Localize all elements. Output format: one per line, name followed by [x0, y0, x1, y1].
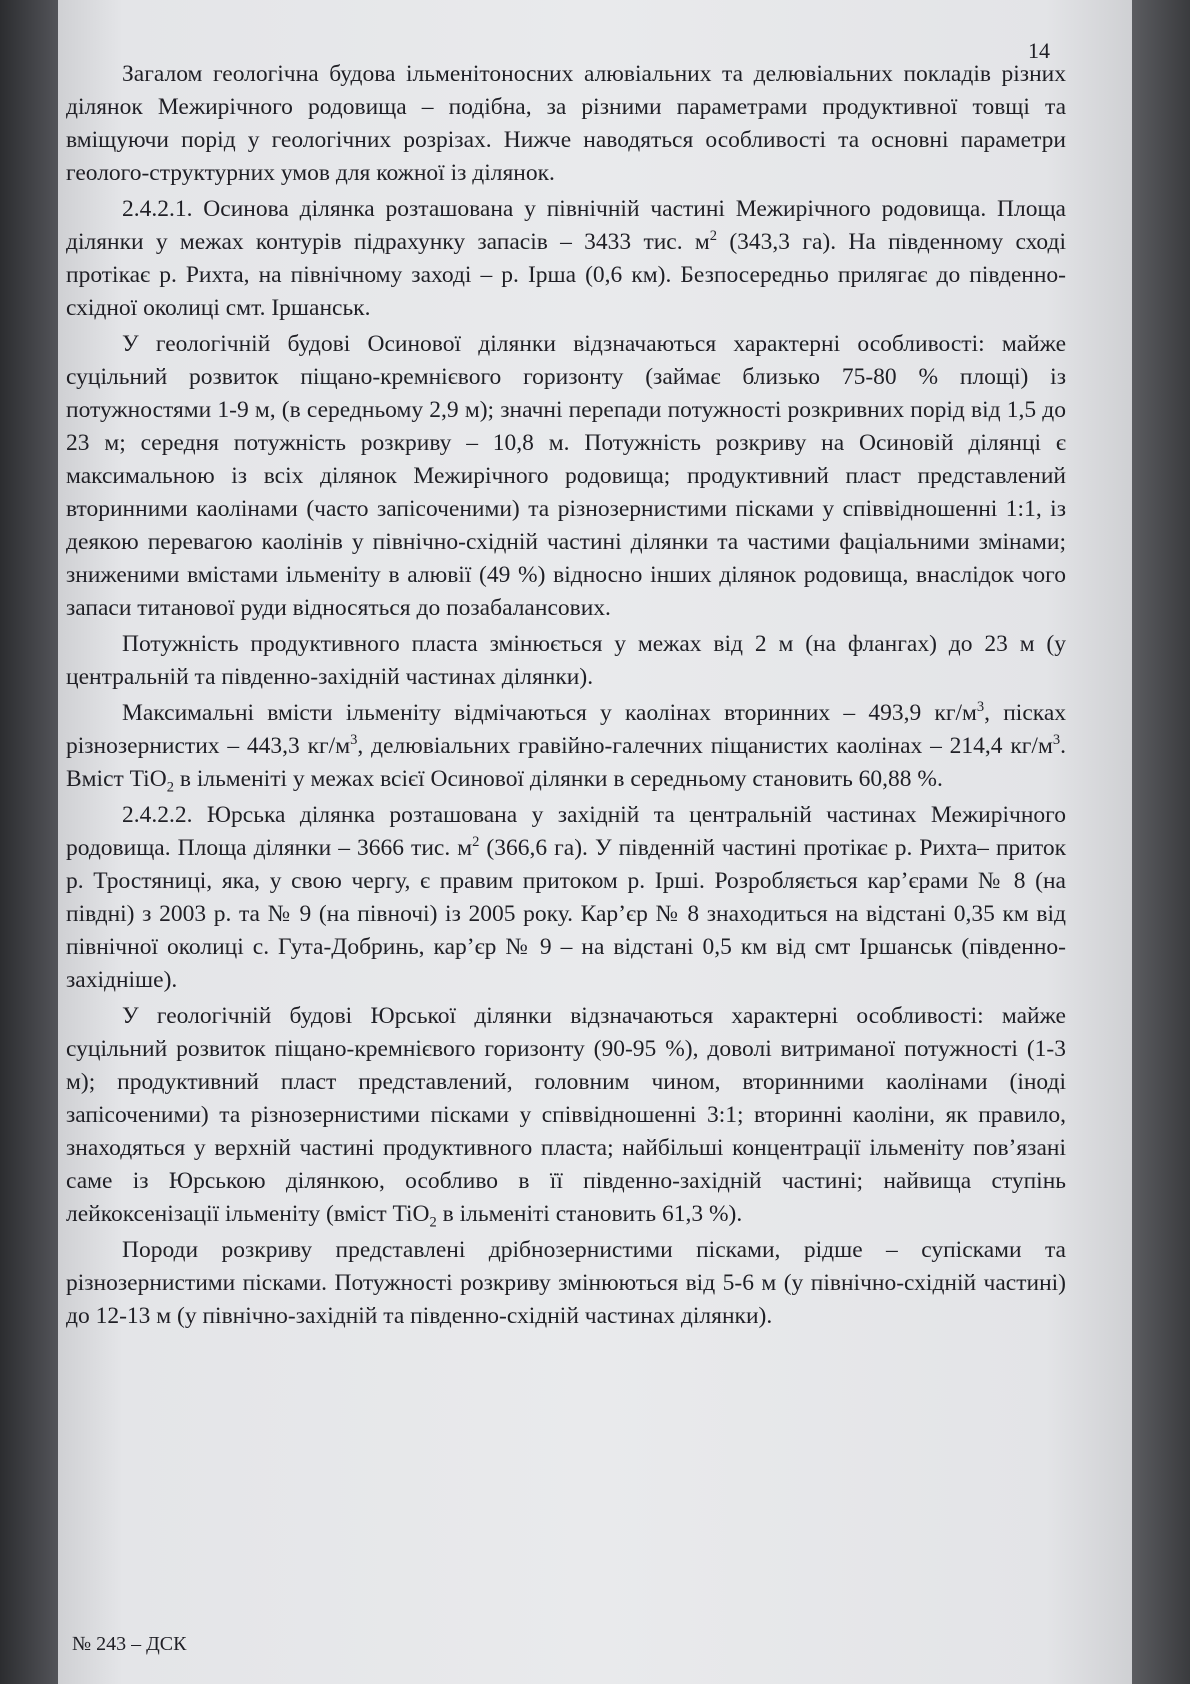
paragraph-osynova-geology: У геологічній будові Осинової ділянки відзначаються характерні особливості: майже суцільний розвиток піщано-кремнієвого горизонту (займає близько 75-80 % площі) із потужностями 1-9 м, (в середньому 2,9 м); значні перепади потужності розкривних порід від 1,5 до 23 м; середня потужність розкриву – 10,8 м. Потужність розкриву на Осиновій ділянці є максимальною із всіх ділянок Межирічного родовища; продуктивний пласт представлений вторинними каолінами (часто запісоченими) та різнозернистими пісками у співвідношенні 1:1, із деякою перевагою каолінів у північно-східній частині ділянки та частими фаціальними змінами; зниженими вмістами ільменіту в алювії (49 %) відносно інших ділянок родовища, внаслідок чого запаси титанової руди відносяться до позабалансових.: [66, 331, 1066, 621]
paragraph-yurska-location: 2.4.2.2. Юрська ділянка розташована у західній та центральній частинах Межирічного родовища. Площа ділянки – 3666 тис. $м^2$ (366,6 га). У південній частині протікає р. Рихта– приток р. Тростяниці, яка, у свою чергу, є правим притоком р. Ірші. Розробляється кар’єрами № 8 (на півдні) з 2003 р. та № 9 (на півночі) із 2005 року. Кар’єр № 8 знаходиться на відстані 0,35 км від північної околиці с. Гута-Добринь, кар’єр № 9 – на відстані 0,5 км від смт Іршанськ (південно-західніше).: [66, 802, 1066, 993]
page-shadow-right: [1132, 0, 1190, 1684]
paragraph-osynova-location: 2.4.2.1. Осинова ділянка розташована у північній частині Межирічного родовища. Площа ділянки у межах контурів підрахунку запасів – 3433 тис. $м^2$ (343,3 га). На південному сході протікає р. Рихта, на північному заході – р. Ірша (0,6 км). Безпосередньо прилягає до південно-східної околиці смт. Іршанськ.: [66, 196, 1066, 321]
paragraph-yurska-geology: У геологічній будові Юрської ділянки відзначаються характерні особливості: майже суцільний розвиток піщано-кремнієвого горизонту (90-95 %), доволі витриманої потужності (1-3 м); продуктивний пласт представлений, головним чином, вторинними каолінами (іноді запісоченими) та різнозернистими пісками у співвідношенні 3:1; вторинні каоліни, як правило, знаходяться у верхній частині продуктивного пласта; найбільші концентрації ільменіту пов’язані саме із Юрською ділянкою, особливо в її південно-західній частині; найвища ступінь лейкоксенізації ільменіту (вміст TiO$_2$ в ільменіті становить 61,3 %).: [66, 1003, 1066, 1231]
page-shadow-left: [0, 0, 60, 1684]
paragraph-osynova-thickness: Потужність продуктивного пласта змінюється у межах від 2 м (на флангах) до 23 м (у центральній та південно-західній частинах ділянки).: [66, 631, 1066, 690]
body-text: [66, 58, 1066, 1333]
page-number: 14: [1028, 38, 1050, 63]
paragraph-intro: Загалом геологічна будова ільменітоносних алювіальних та делювіальних покладів різних ділянок Межирічного родовища – подібна, за різними параметрами продуктивної товщі та вміщуючи порід у геологічних розрізах. Нижче наводяться особливості та основні параметри геолого-структурних умов для кожної із ділянок.: [66, 61, 1066, 186]
footer-stamp: № 243 – ДСК: [72, 1633, 187, 1655]
document-page: [58, 0, 1132, 1684]
paragraph-osynova-contents: Максимальні вмісти ільменіту відмічаються у каолінах вторинних – 493,9 $кг/м^3$, пісках різнозернистих – 443,3 $кг/м^3$, делювіальних гравійно-галечних піщанистих каолінах – 214,4 $кг/м^3$. Вміст TiO$_2$ в ільменіті у межах всієї Осинової ділянки в середньому становить 60,88 %.: [66, 699, 1066, 796]
paragraph-yurska-overburden: Породи розкриву представлені дрібнозернистими пісками, рідше – супісками та різнозернистими пісками. Потужності розкриву змінюються від 5-6 м (у північно-східній частині) до 12-13 м (у північно-західній та південно-східній частинах ділянки).: [66, 1237, 1066, 1329]
